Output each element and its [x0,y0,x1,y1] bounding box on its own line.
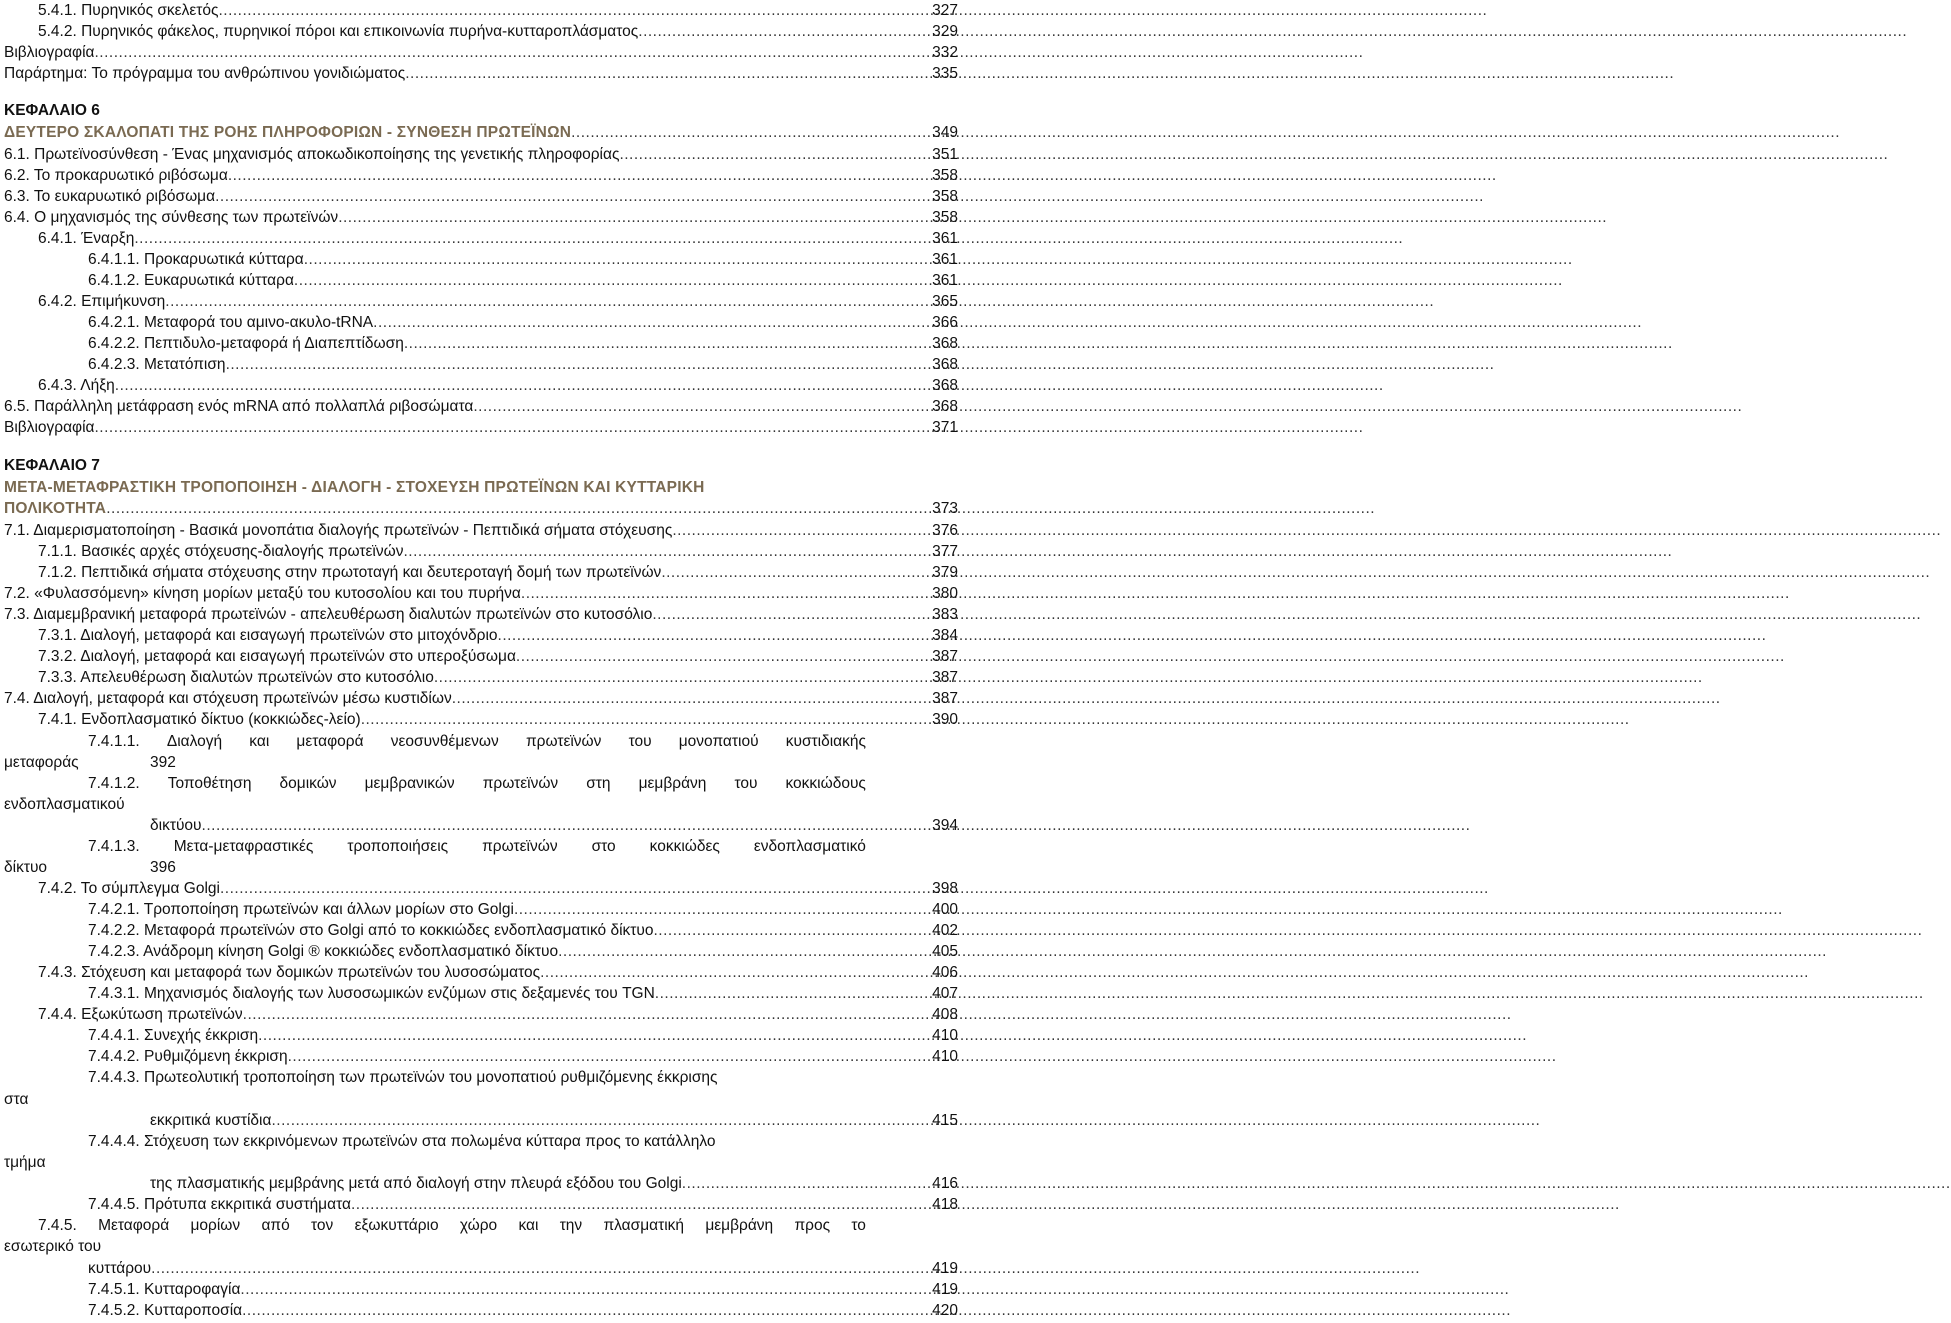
toc-entry[interactable] [38,375,905,396]
toc-entry-title: της πλασματικής μεμβράνης μετά από διαλογή στην πλευρά εξόδου του Golgi [150,1175,682,1192]
toc-line [0,667,960,688]
toc-text: ΜΕΤΑ-ΜΕΤΑΦΡΑΣΤΙΚΗ ΤΡΟΠΟΠΟΙΗΣΗ - ΔΙΑΛΟΓΗ - ΣΤΟΧΕΥΣΗ ΠΡΩΤΕΪΝΩΝ ΚΑΙ ΚΥΤΤΑΡΙΚΗ [4,479,705,496]
toc-page-number: 400 [932,901,958,918]
dot-leader [95,417,1364,438]
title-word: μεμβράνη [638,775,707,792]
title-word: μορίων [190,1217,241,1234]
toc-entry[interactable] [4,207,905,228]
toc-page-number: 396 [150,859,176,876]
toc-entry[interactable] [38,1004,905,1025]
toc-entry[interactable] [38,291,905,312]
toc-entry[interactable] [38,646,905,667]
toc-entry-title: 7.4. Διαλογή, μεταφορά και στόχευση πρωτεϊνών μέσω κυστιδίων [4,690,452,707]
toc-line [0,207,960,228]
toc-page-number: 327 [932,2,958,19]
dot-leader [361,709,1630,730]
toc-page-number: 358 [932,188,958,205]
toc-entry-title: 7.4.2.1. Τροποποίηση πρωτεϊνών και άλλων μορίων στο Golgi [88,901,514,918]
title-word: στη [586,775,611,792]
toc-entry-title: 7.4.2. Το σύμπλεγμα Golgi [38,880,220,897]
toc-line [0,1067,960,1088]
toc-entry[interactable] [38,667,905,688]
toc-text: 7.4.4.3. Πρωτεολυτική τροποποίηση των πρωτεϊνών του μονοπατιού ρυθμιζόμενης έκκρισης [88,1069,718,1086]
toc-entry[interactable] [88,941,905,962]
title-word: πρωτεϊνών [525,733,602,750]
toc-page-number: 387 [932,669,958,686]
chapter-heading [0,100,960,121]
toc-line [0,520,960,541]
title-word: εξωκυττάριο [354,1217,439,1234]
toc-entry-title: 7.3. Διαμεμβρανική μεταφορά πρωτεϊνών - απελευθέρωση διαλυτών πρωτεϊνών στο κυτοσόλιο [4,606,653,623]
toc-line [0,962,960,983]
toc-line [0,1258,960,1279]
title-word: ενδοπλασματικό [753,838,866,855]
toc-line [0,857,960,878]
toc-entry-title: κυττάρου [88,1260,152,1277]
toc-entry[interactable] [4,396,905,417]
toc-entry[interactable] [4,42,905,63]
toc-entry-title: 7.1.1. Βασικές αρχές στόχευσης-διαλογής πρωτεϊνών [38,543,404,560]
title-word: και [249,733,270,750]
title-word: κοκκιώδους [785,775,866,792]
toc-entry[interactable] [4,186,905,207]
toc-wrapped-title [88,731,866,752]
toc-page-number: 379 [932,564,958,581]
toc-entry[interactable] [88,1025,905,1046]
toc-line [0,709,960,730]
title-word: μεμβράνη [705,1217,774,1234]
toc-entry[interactable] [88,1279,905,1300]
toc-entry-title: δικτύου [150,817,202,834]
toc-line [0,333,960,354]
title-word: και [518,1217,539,1234]
dot-leader [516,646,1785,667]
toc-entry[interactable] [88,899,905,920]
toc-line [0,249,960,270]
title-word: 7.4.5. [38,1217,77,1234]
dot-leader [95,42,1364,63]
toc-entry[interactable] [88,1046,905,1067]
toc-page-number: 416 [932,1175,958,1192]
title-word: κοκκιώδες [649,838,720,855]
dot-leader [672,520,1941,541]
toc-entry-title: ΠΟΛΙΚΟΤΗΤΑ [4,500,107,517]
toc-line [0,0,960,21]
toc-line [0,1279,960,1300]
dot-leader [228,165,1497,186]
toc-entry-title: 7.2. «Φυλασσόμενη» κίνηση μορίων μεταξύ του κυτοσολίου και του πυρήνα [4,585,521,602]
dot-leader [404,333,1673,354]
toc-page-number: 368 [932,377,958,394]
toc-entry[interactable] [88,270,905,291]
dot-leader [240,1279,1509,1300]
toc-line [0,1173,960,1194]
toc-line [0,1152,960,1173]
dot-leader [151,1258,1420,1279]
toc-entry-title: 7.4.2.2. Μεταφορά πρωτεϊνών στο Golgi από το κοκκιώδες ενδοπλασματικό δίκτυο [88,922,654,939]
toc-entry-title: 7.4.3.1. Μηχανισμός διαλογής των λυσοσωμικών ενζύμων στις δεξαμενές του TGN [88,985,655,1002]
toc-page-number: 380 [932,585,958,602]
toc-line [0,417,960,438]
toc-line [0,731,960,752]
dot-leader [619,144,1888,165]
toc-page-number: 335 [932,65,958,82]
toc-entry[interactable] [4,144,905,165]
toc-page-number: 420 [932,1302,958,1319]
toc-wrapped-title [38,1215,866,1236]
toc-line [0,42,960,63]
toc-line [0,1194,960,1215]
dot-leader [473,396,1742,417]
toc-line [0,604,960,625]
toc-page-number: 405 [932,943,958,960]
dot-leader [521,583,1790,604]
toc-entry[interactable] [38,625,905,646]
toc-entry-title: 7.1.2. Πεπτιδικά σήματα στόχευσης στην πρωτοταγή και δευτεροταγή δομή των πρωτεϊνών [38,564,662,581]
toc-entry-title: 6.4.1.1. Προκαρυωτικά κύτταρα [88,251,304,268]
toc-line [0,1131,960,1152]
toc-page [0,0,960,1323]
toc-entry-title: 7.3.1. Διαλογή, μεταφορά και εισαγωγή πρωτεϊνών στο μιτοχόνδριο [38,627,498,644]
toc-entry[interactable] [88,1194,905,1215]
chapter-label: ΚΕΦΑΛΑΙΟ 7 [4,457,100,474]
toc-entry[interactable] [38,541,905,562]
dot-leader [220,878,1489,899]
toc-page-number: 371 [932,419,958,436]
toc-page-number: 387 [932,648,958,665]
toc-entry-title: 7.4.1. Ενδοπλασματικό δίκτυο (κοκκιώδες-λείο) [38,711,361,728]
toc-page-number: 361 [932,251,958,268]
chapter-label: ΚΕΦΑΛΑΙΟ 6 [4,102,100,119]
dot-leader [115,375,1384,396]
title-word: προς [794,1217,831,1234]
toc-entry[interactable] [88,333,905,354]
toc-entry-title: ΔΕΥΤΕΡΟ ΣΚΑΛΟΠΑΤΙ ΤΗΣ ΡΟΗΣ ΠΛΗΡΟΦΟΡΙΩΝ - ΣΥΝΘΕΣΗ ΠΡΩΤΕΪΝΩΝ [4,124,572,141]
toc-line [0,122,960,143]
title-word: πλασματική [603,1217,685,1234]
toc-page-number: 365 [932,293,958,310]
toc-line [0,983,960,1004]
chapter-heading [0,455,960,476]
dot-leader [405,63,1674,84]
toc-entry-title: 7.4.5.1. Κυτταροφαγία [88,1281,241,1298]
dot-leader [202,815,1471,836]
dot-leader [654,920,1923,941]
toc-page-number: 329 [932,23,958,40]
dot-leader [652,604,1921,625]
dot-leader [242,1300,1511,1321]
title-word: το [851,1217,866,1234]
toc-text: 7.4.4.4. Στόχευση των εκκρινόμενων πρωτεϊνών στα πολωμένα κύτταρα προς το κατάλληλο [88,1133,716,1150]
toc-line [0,498,960,519]
toc-entry[interactable] [88,249,905,270]
toc-line [0,1046,960,1067]
toc-page-number: 368 [932,356,958,373]
toc-entry-title: 6.1. Πρωτεϊνοσύνθεση - Ένας μηχανισμός αποκωδικοποίησης της γενετικής πληροφορίας [4,146,620,163]
toc-line [0,878,960,899]
toc-entry[interactable] [38,962,905,983]
title-word: τον [311,1217,334,1234]
title-word: στο [591,838,616,855]
dot-leader [338,207,1607,228]
dot-leader [351,1194,1620,1215]
dot-leader [540,962,1809,983]
dot-leader [682,1173,1951,1194]
toc-entry[interactable] [88,312,905,333]
dot-leader [452,688,1721,709]
toc-line [0,1089,960,1110]
dot-leader [403,541,1672,562]
toc-entry-title: 7.4.4.1. Συνεχής έκκριση [88,1027,259,1044]
title-word: Μεταφορά [98,1217,170,1234]
title-word: πρωτεϊνών [482,775,559,792]
toc-entry[interactable] [88,983,905,1004]
toc-line [0,688,960,709]
toc-line [0,836,960,857]
title-word: μεμβρανικών [364,775,455,792]
toc-line [0,1004,960,1025]
toc-entry-title: 7.4.4.5. Πρότυπα εκκριτικά συστήματα [88,1196,351,1213]
toc-page-number: 390 [932,711,958,728]
toc-line [0,646,960,667]
title-word: του [628,733,652,750]
toc-entry-title: 6.4.1.2. Ευκαρυωτικά κύτταρα [88,272,294,289]
toc-line [0,477,960,498]
toc-page-number: 366 [932,314,958,331]
toc-entry-title: 5.4.2. Πυρηνικός φάκελος, πυρηνικοί πόροι και επικοινωνία πυρήνα-κυτταροπλάσματος [38,23,639,40]
title-word: Τοποθέτηση [167,775,252,792]
toc-entry-title: 7.4.4. Εξωκύτωση πρωτεϊνών [38,1006,243,1023]
toc-entry-title: 6.4.2.3. Μετατόπιση [88,356,226,373]
title-word: 7.4.1.2. [88,775,140,792]
toc-line [0,920,960,941]
toc-entry-title: 7.3.3. Απελευθέρωση διαλυτών πρωτεϊνών στο κυτοσόλιο [38,669,434,686]
dot-leader [373,312,1642,333]
toc-entry-title: 7.3.2. Διαλογή, μεταφορά και εισαγωγή πρωτεϊνών στο υπεροξύσωμα [38,648,516,665]
toc-line [0,396,960,417]
toc-entry-title: Βιβλιογραφία [4,44,95,61]
toc-entry-title: 6.4.1. Έναρξη [38,230,135,247]
toc-line [0,21,960,42]
toc-page-number: 410 [932,1048,958,1065]
toc-line [0,291,960,312]
dot-leader [514,899,1783,920]
toc-line [0,144,960,165]
toc-entry[interactable] [38,878,905,899]
title-word: την [559,1217,583,1234]
dot-leader [661,562,1930,583]
title-word: Διαλογή [166,733,223,750]
toc-entry-title: Παράρτημα: Το πρόγραμμα του ανθρώπινου γονιδιώματος [4,65,406,82]
title-word: από [261,1217,290,1234]
toc-entry-title: 5.4.1. Πυρηνικός σκελετός [38,2,219,19]
toc-entry-title: 7.4.2.3. Ανάδρομη κίνηση Golgi ® κοκκιώδες ενδοπλασματικό δίκτυο [88,943,559,960]
toc-text: ενδοπλασματικού [4,796,125,813]
toc-page-number: 410 [932,1027,958,1044]
toc-page-number: 402 [932,922,958,939]
toc-entry-title: 6.2. Το προκαρυωτικό ριβόσωμα [4,167,228,184]
toc-page-number: 373 [932,500,958,517]
title-word: πρωτεϊνών [482,838,558,855]
toc-entry-title: 7.4.3. Στόχευση και μεταφορά των δομικών πρωτεϊνών του λυσοσώματος [38,964,541,981]
dot-leader [218,0,1487,21]
toc-entry[interactable] [88,354,905,375]
dot-leader [655,983,1924,1004]
dot-leader [165,291,1434,312]
dot-leader [134,228,1403,249]
title-word: μεταφορά [296,733,364,750]
toc-entry[interactable] [4,688,905,709]
toc-page-number: 351 [932,146,958,163]
toc-page-number: 349 [932,124,958,141]
toc-entry[interactable] [88,920,905,941]
toc-entry[interactable] [38,21,905,42]
toc-entry[interactable] [4,520,905,541]
title-word: νεοσυνθέμενων [390,733,499,750]
title-word: τροποποιήσεις [347,838,449,855]
toc-line [0,562,960,583]
toc-entry[interactable] [150,1173,905,1194]
toc-line [0,773,960,794]
toc-entry[interactable] [38,228,905,249]
toc-entry-title: 6.4.2.2. Πεπτιδυλο-μεταφορά ή Διαπεπτίδωση [88,335,404,352]
toc-line [0,375,960,396]
toc-page-number: 368 [932,398,958,415]
toc-entry[interactable] [38,709,905,730]
toc-page-number: 377 [932,543,958,560]
dot-leader [571,122,1840,143]
toc-line [0,752,960,773]
dot-leader [558,941,1827,962]
toc-line [0,354,960,375]
toc-entry-title: εκκριτικά κυστίδια [150,1112,272,1129]
toc-entry[interactable] [38,0,905,21]
toc-line [0,583,960,604]
toc-entry[interactable] [4,165,905,186]
toc-page-number: 398 [932,880,958,897]
dot-leader [258,1025,1527,1046]
toc-page-number: 361 [932,230,958,247]
toc-entry[interactable] [150,815,905,836]
toc-entry[interactable] [4,604,905,625]
toc-line [0,63,960,84]
dot-leader [226,354,1495,375]
toc-entry-title: 6.4. Ο μηχανισμός της σύνθεσης των πρωτεϊνών [4,209,339,226]
toc-page-number: 418 [932,1196,958,1213]
toc-wrapped-title [88,773,866,794]
toc-line [0,794,960,815]
toc-line [0,1300,960,1321]
toc-line [0,186,960,207]
toc-entry-title: 7.4.5.2. Κυτταροποσία [88,1302,243,1319]
toc-line [0,541,960,562]
toc-line [0,815,960,836]
toc-page-number: 415 [932,1112,958,1129]
toc-entry-title: 7.1. Διαμερισματοποίηση - Βασικά μονοπάτια διαλογής πρωτεϊνών - Πεπτιδικά σήματα στόχευσης [4,522,673,539]
toc-line [0,270,960,291]
toc-wrapped-title [88,836,866,857]
toc-entry[interactable] [150,1110,905,1131]
toc-entry[interactable] [4,417,905,438]
toc-entry[interactable] [4,583,905,604]
toc-line [0,899,960,920]
toc-entry-title: 7.4.4.2. Ρυθμιζόμενη έκκριση [88,1048,288,1065]
toc-text: εσωτερικό του [4,1238,102,1255]
toc-entry[interactable] [88,1300,905,1321]
toc-page-number: 384 [932,627,958,644]
title-word: κυστιδιακής [785,733,866,750]
toc-entry-title: 6.5. Παράλληλη μετάφραση ενός mRNA από πολλαπλά ριβοσώματα [4,398,474,415]
toc-text: στα [4,1091,29,1108]
toc-line [0,312,960,333]
toc-page-number: 387 [932,690,958,707]
toc-page-number: 419 [932,1281,958,1298]
title-word: του [734,775,758,792]
title-word: δομικών [279,775,337,792]
toc-page-number: 358 [932,167,958,184]
dot-leader [243,1004,1512,1025]
toc-entry-title: 6.4.2. Επιμήκυνση [38,293,166,310]
dot-leader [106,498,1375,519]
toc-page-number: 368 [932,335,958,352]
toc-page-number: 394 [932,817,958,834]
toc-line [0,1110,960,1131]
title-word: 7.4.1.1. [88,733,140,750]
toc-text: μεταφοράς [4,754,79,771]
toc-entry-title: Βιβλιογραφία [4,419,95,436]
toc-text: δίκτυο [4,859,48,876]
dot-leader [498,625,1767,646]
title-word: Μετα-μεταφραστικές [173,838,314,855]
toc-page-number: 332 [932,44,958,61]
title-word: χώρο [459,1217,498,1234]
toc-line [0,165,960,186]
dot-leader [434,667,1703,688]
title-word: μονοπατιού [678,733,759,750]
toc-line [0,1215,960,1236]
toc-page-number: 383 [932,606,958,623]
toc-entry-title: 6.4.3. Λήξη [38,377,115,394]
toc-line [0,625,960,646]
toc-text: τμήμα [4,1154,46,1171]
toc-page-number: 419 [932,1260,958,1277]
toc-entry-title: 6.3. Το ευκαρυωτικό ριβόσωμα [4,188,216,205]
toc-page-number: 406 [932,964,958,981]
toc-line [0,1025,960,1046]
toc-page-number: 361 [932,272,958,289]
title-word: 7.4.1.3. [88,838,140,855]
toc-entry[interactable] [38,562,905,583]
toc-entry-title: 6.4.2.1. Μεταφορά του αμινο-ακυλο-tRNA [88,314,374,331]
dot-leader [215,186,1484,207]
toc-entry[interactable] [4,498,905,519]
toc-entry[interactable] [4,63,905,84]
toc-page-number: 392 [150,754,176,771]
toc-page-number: 408 [932,1006,958,1023]
toc-page-number: 407 [932,985,958,1002]
toc-line [0,1236,960,1257]
toc-page-number: 376 [932,522,958,539]
toc-line [0,941,960,962]
toc-entry[interactable] [4,122,905,143]
dot-leader [638,21,1907,42]
toc-line [0,228,960,249]
toc-entry[interactable] [88,1258,905,1279]
toc-page-number: 358 [932,209,958,226]
